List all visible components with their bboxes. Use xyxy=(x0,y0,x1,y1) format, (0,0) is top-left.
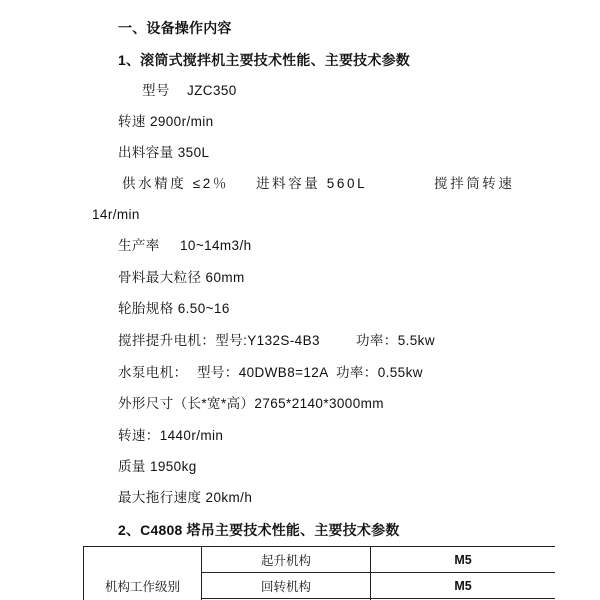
mixer-heading: 1、滚筒式搅拌机主要技术性能、主要技术参数 xyxy=(118,52,410,68)
feed-capacity: 进料容量 560L xyxy=(256,176,368,191)
max-tow-speed: 最大拖行速度 20km/h xyxy=(118,490,253,505)
level-cell: M5 xyxy=(371,573,556,599)
rotation-speed: 转速 2900r/min xyxy=(118,114,214,129)
pump-motor-model: 型号：40DWB8=12A xyxy=(197,365,329,380)
crane-table-container xyxy=(83,546,555,600)
section-title: 一、设备操作内容 xyxy=(118,20,232,36)
pump-motor-label: 水泵电机： xyxy=(118,365,188,380)
productivity-value: 10~14m3/h xyxy=(180,238,252,253)
mechanism-cell: 起升机构 xyxy=(202,547,371,573)
model-label: 型号 xyxy=(142,83,170,98)
pump-motor-power: 功率：0.55kw xyxy=(336,365,423,380)
drum-speed-label: 搅拌筒转速 xyxy=(434,176,515,191)
mechanism-cell: 回转机构 xyxy=(202,573,371,599)
motor-speed: 转速：1440r/min xyxy=(118,428,224,443)
hoist-motor-power: 功率：5.5kw xyxy=(356,333,435,348)
productivity-label: 生产率 xyxy=(118,238,160,253)
hoist-motor-label: 搅拌提升电机：型号:Y132S-4B3 xyxy=(118,333,320,348)
discharge-capacity: 出料容量 350L xyxy=(118,145,210,160)
tire-spec: 轮胎规格 6.50~16 xyxy=(118,301,230,316)
mass: 质量 1950kg xyxy=(118,459,197,474)
group-label-cell: 机构工作级别 xyxy=(84,547,202,600)
crane-work-level-table xyxy=(83,546,555,600)
model-value: JZC350 xyxy=(187,83,237,98)
drum-speed-value: 14r/min xyxy=(92,207,140,222)
level-cell: M5 xyxy=(371,547,556,573)
max-aggregate: 骨料最大粒径 60mm xyxy=(118,270,245,285)
water-accuracy: 供水精度 ≤2％ xyxy=(122,176,229,191)
crane-heading: 2、C4808 塔吊主要技术性能、主要技术参数 xyxy=(118,522,400,538)
table-row xyxy=(84,547,556,573)
dimensions: 外形尺寸（长*宽*高）2765*2140*3000mm xyxy=(118,396,384,411)
